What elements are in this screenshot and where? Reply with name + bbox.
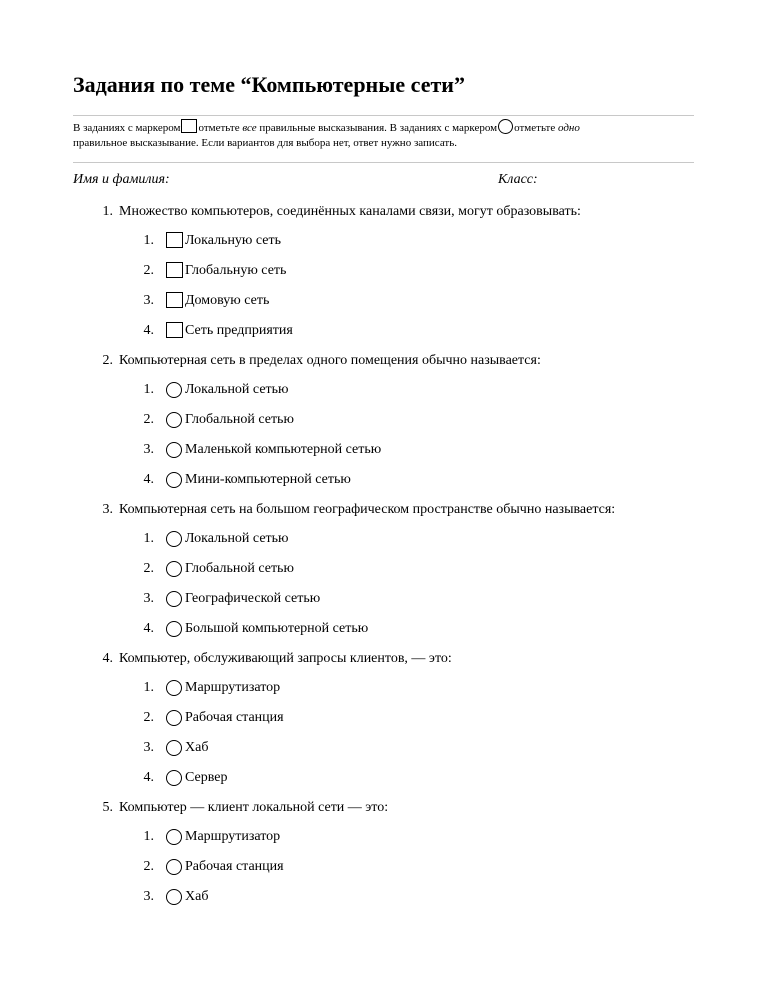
answer-option[interactable] xyxy=(0,316,768,346)
question-header xyxy=(0,644,768,673)
answer-option[interactable] xyxy=(0,614,768,644)
answer-option[interactable] xyxy=(0,465,768,495)
instructions-text-2: отметьте xyxy=(198,122,240,134)
question-text: Множество компьютеров, соединённых каналами связи, могут образовывать: xyxy=(119,204,581,219)
answer-option[interactable] xyxy=(0,584,768,614)
answer-option[interactable] xyxy=(0,435,768,465)
option-label: Хаб xyxy=(185,889,209,904)
option-label: Маршрутизатор xyxy=(185,829,281,844)
square-checkbox-icon[interactable] xyxy=(166,232,183,248)
question-number: 2. xyxy=(102,353,113,368)
option-number: 2. xyxy=(143,561,154,576)
class-field-label[interactable]: Класс: xyxy=(498,172,538,187)
option-number: 2. xyxy=(143,412,154,427)
instructions xyxy=(73,119,698,151)
question-item xyxy=(0,793,768,912)
circle-radio-icon[interactable] xyxy=(166,561,182,577)
option-label: Глобальной сетью xyxy=(185,412,294,427)
option-label: Рабочая станция xyxy=(185,710,284,725)
instructions-emphasis-one: одно xyxy=(557,122,580,134)
circle-radio-icon[interactable] xyxy=(166,531,182,547)
option-number: 3. xyxy=(143,889,154,904)
option-label: Домовую сеть xyxy=(185,293,270,308)
question-text: Компьютерная сеть на большом географическом пространстве обычно называется: xyxy=(119,502,616,517)
circle-radio-icon[interactable] xyxy=(166,472,182,488)
question-item xyxy=(0,495,768,644)
option-label: Сеть предприятия xyxy=(185,323,293,338)
question-number: 4. xyxy=(102,651,113,666)
page-title: Задания по теме “Компьютерные сети” xyxy=(73,72,465,97)
circle-radio-icon[interactable] xyxy=(166,710,182,726)
question-number: 5. xyxy=(102,800,113,815)
option-number: 2. xyxy=(143,710,154,725)
square-checkbox-icon[interactable] xyxy=(166,262,183,278)
option-number: 4. xyxy=(143,770,154,785)
option-number: 3. xyxy=(143,442,154,457)
option-label: Глобальной сетью xyxy=(185,561,294,576)
option-label: Хаб xyxy=(185,740,209,755)
instructions-text-1: В заданиях с маркером xyxy=(73,122,181,134)
option-list xyxy=(0,673,768,793)
option-label: Большой компьютерной сетью xyxy=(185,621,369,636)
answer-option[interactable] xyxy=(0,375,768,405)
question-item xyxy=(0,346,768,495)
option-label: Локальной сетью xyxy=(185,382,289,397)
option-number: 4. xyxy=(143,472,154,487)
square-checkbox-icon xyxy=(181,119,197,133)
circle-radio-icon[interactable] xyxy=(166,442,182,458)
answer-option[interactable] xyxy=(0,286,768,316)
option-number: 1. xyxy=(143,829,154,844)
option-number: 2. xyxy=(143,263,154,278)
option-label: Локальную сеть xyxy=(185,233,281,248)
option-number: 3. xyxy=(143,293,154,308)
answer-option[interactable] xyxy=(0,554,768,584)
answer-option[interactable] xyxy=(0,524,768,554)
answer-option[interactable] xyxy=(0,882,768,912)
instructions-text-5: отметьте xyxy=(514,122,556,134)
option-label: Локальной сетью xyxy=(185,531,289,546)
answer-option[interactable] xyxy=(0,763,768,793)
question-item xyxy=(0,644,768,793)
question-item xyxy=(0,197,768,346)
option-number: 1. xyxy=(143,233,154,248)
circle-radio-icon[interactable] xyxy=(166,740,182,756)
instructions-text-4: правильные высказывания. В заданиях с маркером xyxy=(259,122,498,134)
question-header xyxy=(0,495,768,524)
divider-bottom xyxy=(73,162,694,163)
answer-option[interactable] xyxy=(0,405,768,435)
question-list xyxy=(0,197,768,912)
option-label: Маршрутизатор xyxy=(185,680,281,695)
option-number: 3. xyxy=(143,591,154,606)
option-number: 2. xyxy=(143,859,154,874)
option-label: Мини-компьютерной сетью xyxy=(185,472,351,487)
instructions-emphasis-all: все xyxy=(242,122,257,134)
answer-option[interactable] xyxy=(0,256,768,286)
answer-option[interactable] xyxy=(0,852,768,882)
option-list xyxy=(0,822,768,912)
option-number: 1. xyxy=(143,680,154,695)
option-list xyxy=(0,375,768,495)
circle-radio-icon[interactable] xyxy=(166,859,182,875)
name-field-label[interactable]: Имя и фамилия: xyxy=(73,172,170,187)
option-number: 4. xyxy=(143,323,154,338)
circle-radio-icon[interactable] xyxy=(166,680,182,696)
student-fields xyxy=(73,172,698,192)
question-number: 1. xyxy=(102,204,113,219)
instructions-text-7: правильное высказывание. Если вариантов для выбора нет, ответ нужно записать. xyxy=(73,137,457,149)
option-number: 1. xyxy=(143,531,154,546)
circle-radio-icon xyxy=(498,119,513,134)
option-number: 3. xyxy=(143,740,154,755)
answer-option[interactable] xyxy=(0,226,768,256)
option-label: Сервер xyxy=(185,770,228,785)
answer-option[interactable] xyxy=(0,822,768,852)
option-label: Рабочая станция xyxy=(185,859,284,874)
circle-radio-icon[interactable] xyxy=(166,621,182,637)
question-text: Компьютерная сеть в пределах одного помещения обычно называется: xyxy=(119,353,541,368)
option-label: Маленькой компьютерной сетью xyxy=(185,442,382,457)
answer-option[interactable] xyxy=(0,673,768,703)
option-list xyxy=(0,524,768,644)
question-header xyxy=(0,793,768,822)
option-list xyxy=(0,226,768,346)
option-label: Глобальную сеть xyxy=(185,263,287,278)
square-checkbox-icon[interactable] xyxy=(166,292,183,308)
circle-radio-icon[interactable] xyxy=(166,829,182,845)
answer-option[interactable] xyxy=(0,733,768,763)
option-number: 4. xyxy=(143,621,154,636)
circle-radio-icon[interactable] xyxy=(166,382,182,398)
circle-radio-icon[interactable] xyxy=(166,412,182,428)
question-header xyxy=(0,197,768,226)
option-number: 1. xyxy=(143,382,154,397)
square-checkbox-icon[interactable] xyxy=(166,322,183,338)
question-number: 3. xyxy=(102,502,113,517)
divider-top xyxy=(73,115,694,116)
answer-option[interactable] xyxy=(0,703,768,733)
circle-radio-icon[interactable] xyxy=(166,591,182,607)
circle-radio-icon[interactable] xyxy=(166,889,182,905)
circle-radio-icon[interactable] xyxy=(166,770,182,786)
question-text: Компьютер, обслуживающий запросы клиентов, — это: xyxy=(119,651,452,666)
question-header xyxy=(0,346,768,375)
option-label: Географической сетью xyxy=(185,591,321,606)
question-text: Компьютер — клиент локальной сети — это: xyxy=(119,800,389,815)
